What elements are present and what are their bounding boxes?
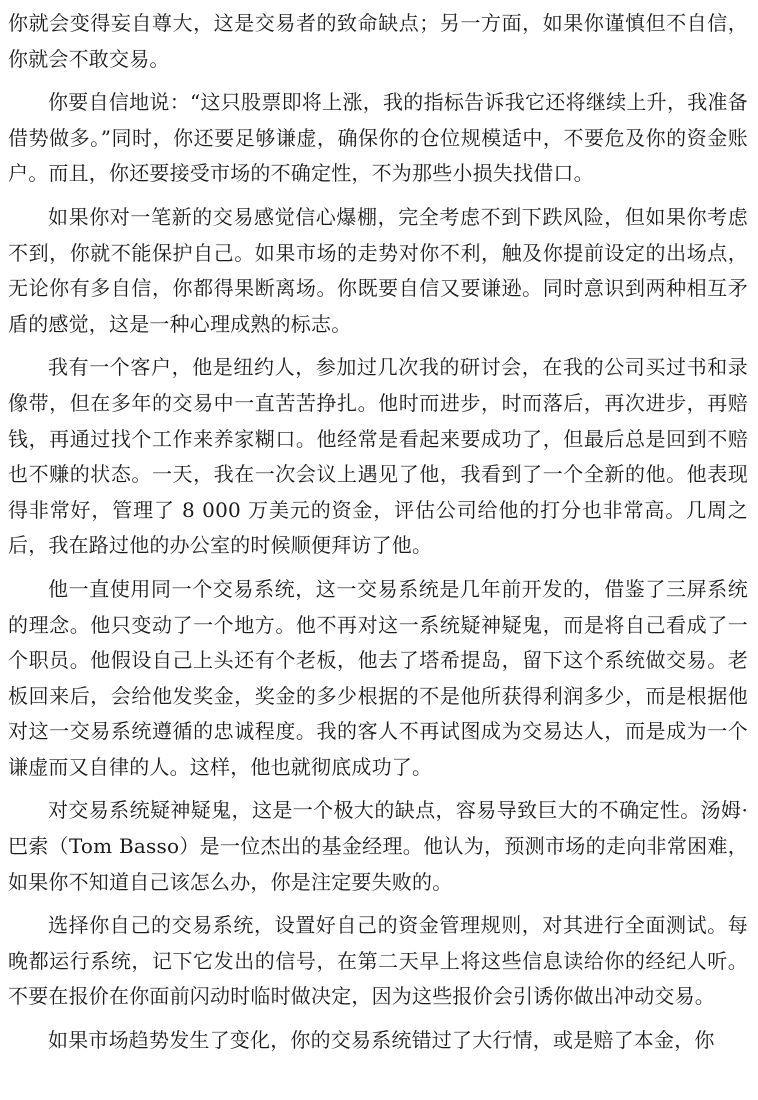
paragraph-8: 如果市场趋势发生了变化，你的交易系统错过了大行情，或是赔了本金，你 (48, 1028, 715, 1053)
paragraph-1: 你就会变得妄自尊大，这是交易者的致命缺点；另一方面，如果你谨慎但不自信，你就会不敢交易。 (8, 11, 748, 71)
paragraph-4: 我有一个客户，他是纽约人，参加过几次我的研讨会，在我的公司买过书和录像带，但在多年的交易中一直苦苦挣扎。他时而进步，时而落后，再次进步，再赔钱，再通过找个工作来养家糊口。他经常是看起来要成功了，但最后总是回到不赔也不赚的状态。一天，我在一次会议上遇见了他，我看到了一个全新的他。他表现得非常好，管理了 8 000 万美元的资金，评估公司给他的打分也非常高。几周之后，我在路过他的办公室的时候顺便拜访了他。 (8, 355, 748, 558)
paragraph-5: 他一直使用同一个交易系统，这一交易系统是几年前开发的，借鉴了三屏系统的理念。他只变动了一个地方。他不再对这一系统疑神疑鬼，而是将自己看成了一个职员。他假设自己上头还有个老板，他去了塔希提岛，留下这个系统做交易。老板回来后，会给他发奖金，奖金的多少根据的不是他所获得利润多少，而是根据他对这一交易系统遵循的忠诚程度。我的客人不再试图成为交易达人，而是成为一个谦虚而又自律的人。这样，他也就彻底成功了。 (8, 576, 748, 779)
paragraph-6: 对交易系统疑神疑鬼，这是一个极大的缺点，容易导致巨大的不确定性。汤姆·巴索（Tom Basso）是一位杰出的基金经理。他认为，预测市场的走向非常困难，如果你不知道自己该怎么办，你是注定要失败的。 (8, 798, 748, 894)
paragraph-7: 选择你自己的交易系统，设置好自己的资金管理规则，对其进行全面测试。每晚都运行系统，记下它发出的信号，在第二天早上将这些信息读给你的经纪人听。不要在报价在你面前闪动时临时做决定，因为这些报价会引诱你做出冲动交易。 (8, 913, 748, 1009)
paragraph-2: 你要自信地说：“这只股票即将上涨，我的指标告诉我它还将继续上升，我准备借势做多。”同时，你还要足够谦虚，确保你的仓位规模适中，不要危及你的资金账户。而且，你还要接受市场的不确定性，不为那些小损失找借口。 (8, 90, 748, 186)
paragraph-3: 如果你对一笔新的交易感觉信心爆棚，完全考虑不到下跌风险，但如果你考虑不到，你就不能保护自己。如果市场的走势对你不利，触及你提前设定的出场点，无论你有多自信，你都得果断离场。你既要自信又要谦逊。同时意识到两种相互矛盾的感觉，这是一种心理成熟的标志。 (8, 204, 748, 336)
